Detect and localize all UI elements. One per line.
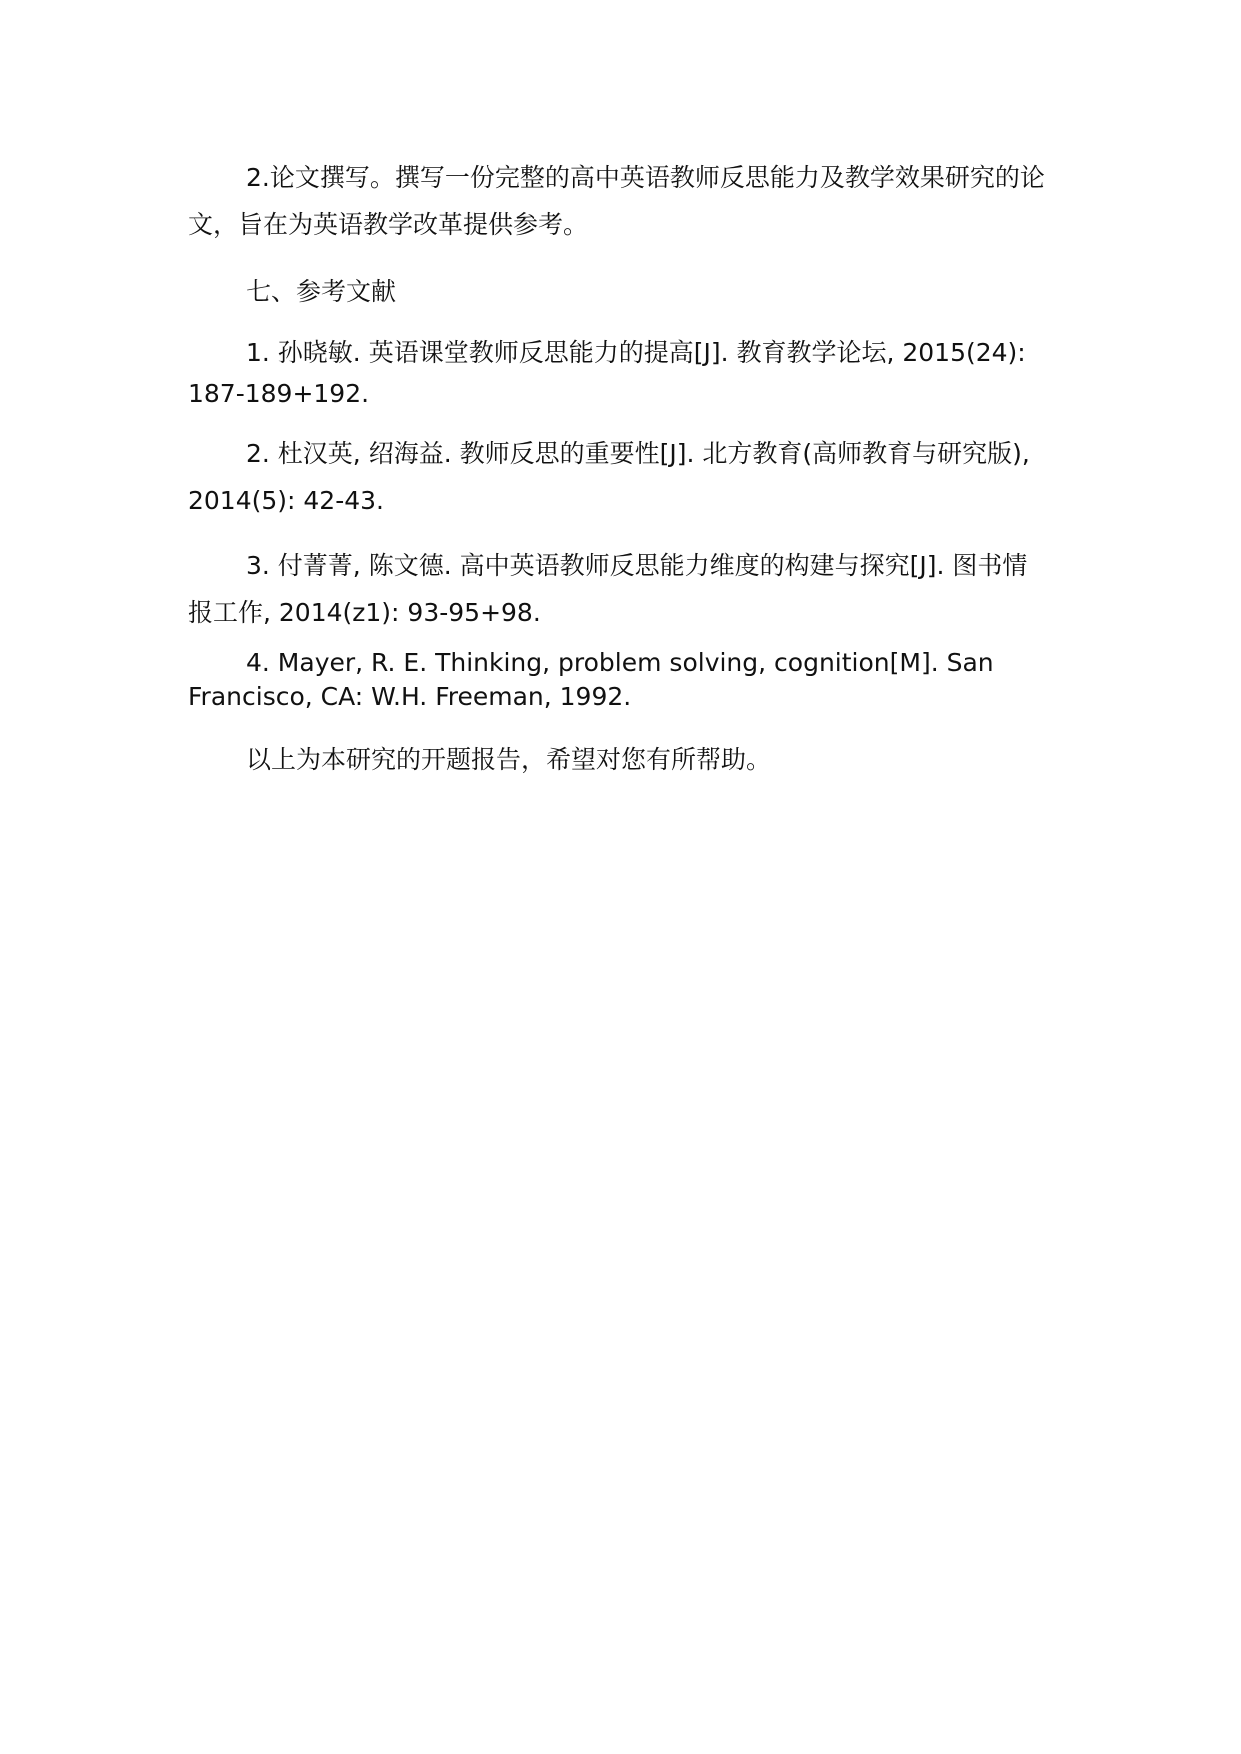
reference-item-3: 3. 付菁菁, 陈文德. 高中英语教师反思能力维度的构建与探究[J]. 图书情报工作, 2014(z1): 93-95+98. bbox=[188, 551, 1028, 627]
paper-writing-paragraph: 2.论文撰写。撰写一份完整的高中英语教师反思能力及教学效果研究的论文，旨在为英语教学改革提供参考。 bbox=[188, 163, 1045, 239]
reference-item-1: 1. 孙晓敏. 英语课堂教师反思能力的提高[J]. 教育教学论坛, 2015(24): 187-189+192. bbox=[188, 338, 1026, 408]
reference-item-4: 4. Mayer, R. E. Thinking, problem solving, cognition[M]. San Francisco, CA: W.H. Freeman, 1992. bbox=[188, 648, 994, 711]
closing-paragraph: 以上为本研究的开题报告，希望对您有所帮助。 bbox=[246, 745, 772, 774]
reference-item-2: 2. 杜汉英, 绍海益. 教师反思的重要性[J]. 北方教育(高师教育与研究版), 2014(5): 42-43. bbox=[188, 439, 1030, 515]
references-heading: 七、参考文献 bbox=[246, 277, 397, 306]
